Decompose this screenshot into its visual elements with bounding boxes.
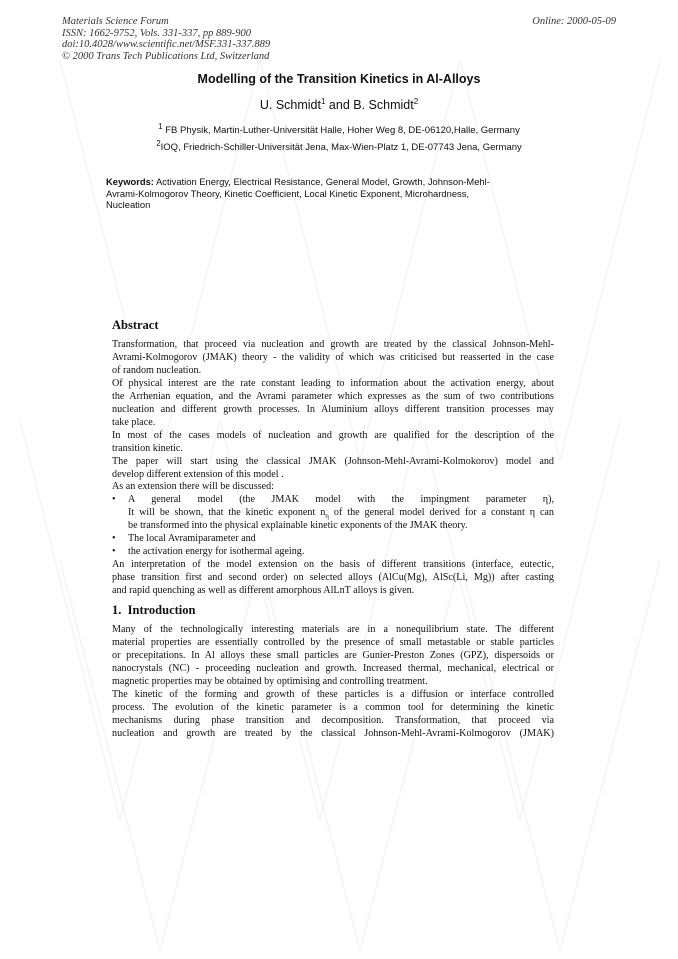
author-conjunction: and <box>325 98 354 112</box>
abstract-line: transition kinetic. <box>112 442 183 454</box>
introduction-line: The kinetic of the forming and growth of these particles is a diffusion or interface controlled <box>112 688 554 700</box>
affiliation-2 <box>0 138 678 153</box>
bullet-continuation: be transformed into the physical explainable kinetic exponents of the JMAK theory. <box>128 520 468 532</box>
keywords-block <box>106 176 521 211</box>
abstract-line: Of physical interest are the rate constant leading to information about the activation energy, about <box>112 377 554 389</box>
abstract-line: of random nucleation. <box>112 364 202 376</box>
affiliation-1-mark: 1 <box>158 121 163 131</box>
issn-line: ISSN: 1662-9752, Vols. 331-337, pp 889-900 <box>62 27 251 39</box>
introduction-line: magnetic properties may be obtained by optimising and controlling treatment. <box>112 675 428 687</box>
abstract-line: Avrami-Kolmogorov (JMAK) theory - the validity of which was criticised but reasserted in the case <box>112 351 554 363</box>
abstract-line: take place. <box>112 416 156 428</box>
author-2-affiliation-mark: 2 <box>413 96 419 106</box>
keywords-line-2: Avrami-Kolmogorov Theory, Kinetic Coefficient, Local Kinetic Exponent, Microhardness, <box>106 187 470 199</box>
introduction-body <box>112 624 554 741</box>
abstract-line: nucleation and different growth processes. In Aluminium alloys different transition processes may <box>112 403 554 415</box>
kinetic-exponent-subscript: η <box>325 512 329 521</box>
affiliation-2-mark: 2 <box>156 138 161 148</box>
abstract-line: The paper will start using the classical JMAK (Johnson-Mehl-Avrami-Kolmokorov) model and <box>112 455 554 467</box>
author-1: U. Schmidt <box>259 98 321 112</box>
author-2: B. Schmidt <box>353 98 414 112</box>
doi-line: doi:10.4028/www.scientific.net/MSF.331-337.889 <box>62 39 271 50</box>
introduction-heading: 1. Introduction <box>112 603 196 617</box>
abstract-line: Transformation, that proceed via nucleation and growth are treated by the classical Johnson-Mehl- <box>112 339 554 350</box>
affiliation-1 <box>0 121 678 136</box>
introduction-line: Many of the technologically interesting materials are in a nonequilibrium state. The different <box>112 624 554 635</box>
introduction-line: process. The evolution of the kinetic parameter is a common tool for determining the kinetic <box>112 701 554 713</box>
affiliation-1-text: FB Physik, Martin-Luther-Universität Halle, Hoher Weg 8, DE-06120,Halle, Germany <box>162 125 520 136</box>
introduction-line: or precepitations. In Al alloys these small particles are Gunier-Preston Zones (GPZ), dispersoids or <box>112 649 554 661</box>
bullet-item-general-model: • A general model (the JMAK model with the impingment parameter η), <box>112 494 554 507</box>
abstract-line: develop different extension of this model . <box>112 468 284 480</box>
introduction-line: nanocrystals (NC) - proceeding nucleation and growth. Increased thermal, mechanical, electrical or <box>112 662 554 674</box>
abstract-line: An interpretation of the model extension on the basis of different transitions (interface, eutectic, <box>112 559 554 571</box>
paper-title: Modelling of the Transition Kinetics in Al-Alloys <box>197 72 481 86</box>
online-date: Online: 2000-05-09 <box>532 16 616 27</box>
bullet-continuation <box>112 507 554 520</box>
abstract-line: In most of the cases models of nucleation and growth are qualified for the description of the <box>112 429 554 441</box>
keywords-line-3: Nucleation <box>106 199 151 211</box>
publication-info <box>62 16 422 62</box>
copyright-line: © 2000 Trans Tech Publications Ltd, Switzerland <box>62 50 270 62</box>
author-1-affiliation-mark: 1 <box>320 96 326 106</box>
bullet-item-local-avrami: • The local Avramiparameter and <box>112 533 554 546</box>
bullet-continuation-text: of the general model derived for a constant η can <box>328 507 554 519</box>
abstract-line: the Arrhenian equation, and the Avrami parameter which expresses as the sum of two contributions <box>112 390 554 402</box>
abstract-line: and rapid quenching as well as different amorphous AlLnT alloys is given. <box>112 585 415 597</box>
journal-name: Materials Science Forum <box>62 16 169 27</box>
abstract-line: phase transition first and second order) on selected alloys (AlCu(Mg), AlSc(Li, Mg)) after casting <box>112 572 554 584</box>
abstract-heading: Abstract <box>112 318 159 332</box>
author-line <box>0 98 678 112</box>
introduction-line: material properties are essentially controlled by the presence of small metastable or stable particles <box>112 636 554 648</box>
keywords-label: Keywords: <box>106 176 154 187</box>
affiliation-2-text: IOQ, Friedrich-Schiller-Universität Jena, Max-Wien-Platz 1, DE-07743 Jena, Germany <box>160 142 522 153</box>
introduction-line: mechanisms during phase transition and decomposition. Transformation, that proceed via <box>112 714 554 726</box>
keywords-line-1: Activation Energy, Electrical Resistance, General Model, Growth, Johnson-Mehl- <box>153 176 490 187</box>
abstract-body <box>112 339 554 598</box>
bullet-continuation-text: It will be shown, that the kinetic exponent n <box>128 507 326 519</box>
introduction-line: nucleation and growth are treated by the classical Johnson-Mehl-Avrami-Kolmogorov (JMAK) <box>112 727 554 739</box>
bullet-item-activation-energy: • the activation energy for isothermal ageing. <box>112 546 554 559</box>
abstract-line: As an extension there will be discussed: <box>112 481 274 493</box>
